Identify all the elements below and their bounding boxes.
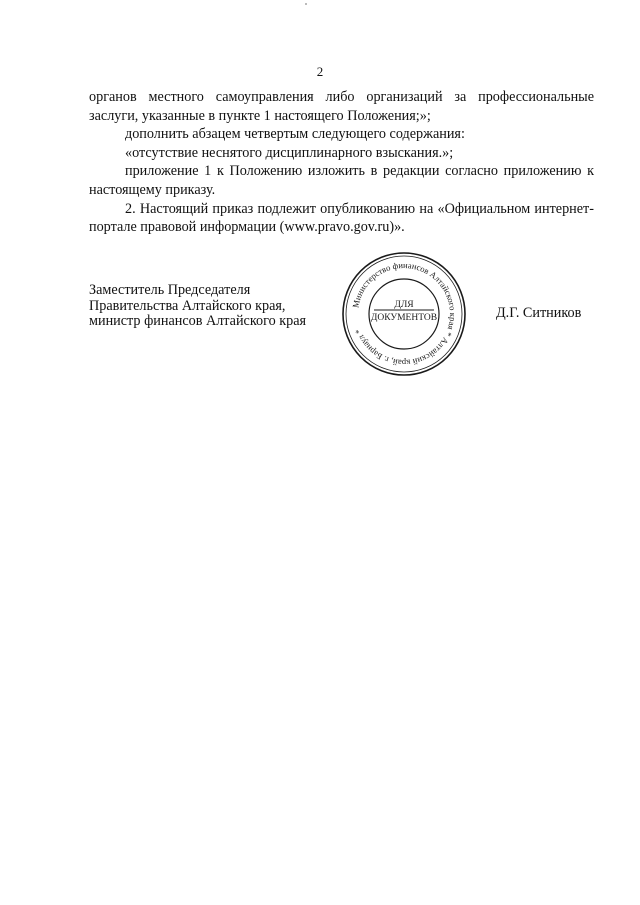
seal-ring-text: Министерство финансов Алтайского края * Алтайский край, г. Барнаул * (350, 259, 459, 369)
page-number: 2 (316, 64, 324, 79)
paragraph-publication: 2. Настоящий приказ подлежит опубликованию на «Официальном интернет-портале правовой информации (www.pravo.gov.ru)». (89, 200, 594, 236)
signer-position-line: Правительства Алтайского края, (89, 297, 286, 314)
seal-center-line1: ДЛЯ (394, 300, 414, 310)
signer-name: Д.Г. Ситников (496, 305, 582, 321)
seal-center-line2: ДОКУМЕНТОВ (370, 313, 438, 323)
signer-position-line: министр финансов Алтайского края (89, 313, 307, 329)
paragraph-continuation: органов местного самоуправления либо организаций за профессиональные заслуги, указанные в пункте 1 настоящего Положения;»; (89, 89, 594, 124)
signer-position-line: Заместитель Председателя (89, 282, 251, 298)
scan-dot (305, 3, 307, 5)
official-seal (340, 250, 468, 378)
signer-position (89, 283, 306, 330)
paragraph-appendix: приложение 1 к Положению изложить в редакции согласно приложению к настоящему приказу. (89, 163, 594, 198)
paragraph-clause-text: «отсутствие неснятого дисциплинарного взыскания.»; (125, 144, 454, 161)
paragraph-add-clause: дополнить абзацем четвертым следующего содержания: (125, 126, 465, 143)
document-body (89, 88, 594, 237)
